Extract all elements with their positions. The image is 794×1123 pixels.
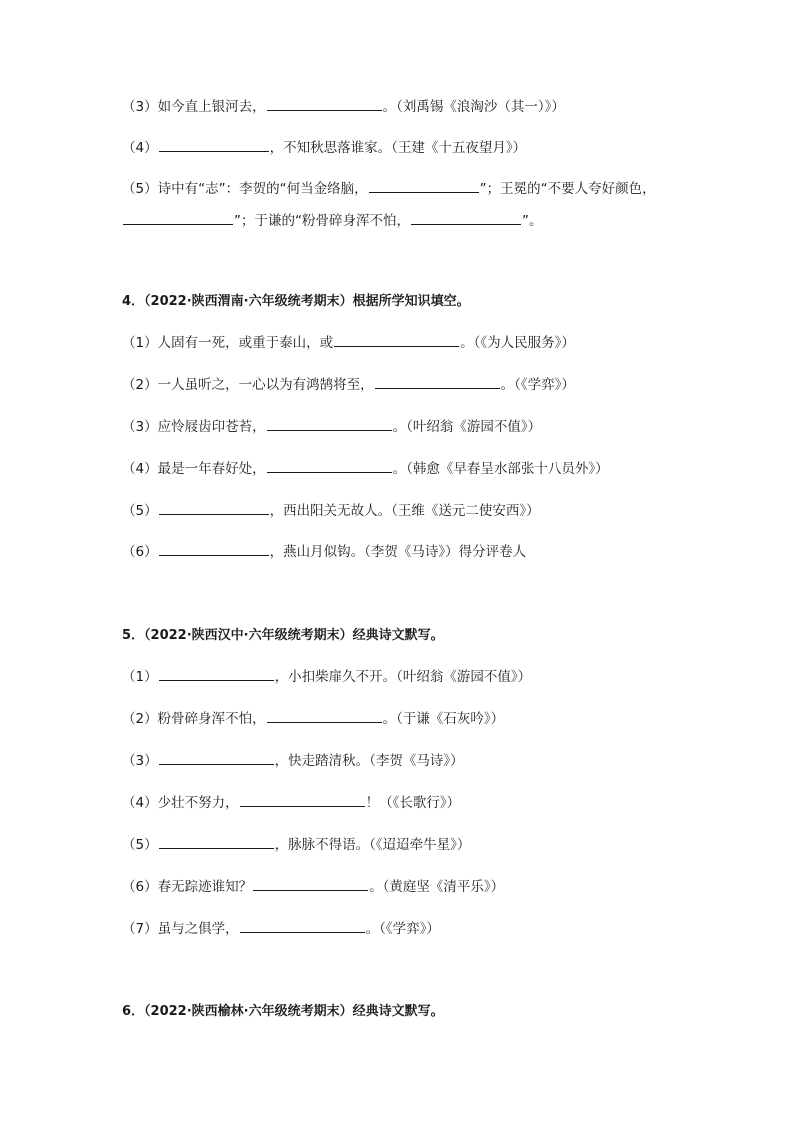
q3-item-5: （5）诗中有“志”：李贺的“何当金络脑， ”；王冕的“不要人夸好颜色， (122, 178, 656, 199)
answer-blank[interactable] (267, 96, 382, 111)
answer-blank[interactable] (375, 374, 500, 389)
answer-blank[interactable] (240, 918, 365, 933)
answer-blank[interactable] (159, 137, 269, 152)
question-4-header: 4．（2022·陕西渭南·六年级统考期末）根据所学知识填空。 (122, 294, 470, 309)
answer-blank[interactable] (267, 458, 392, 473)
q5-item-6: （6）春无踪迹谁知？ 。（黄庭坚《清平乐》） (122, 876, 504, 897)
question-5-header: 5．（2022·陕西汉中·六年级统考期末）经典诗文默写。 (122, 628, 444, 643)
q3-item-4: （4） ，不知秋思落谁家。（王建《十五夜望月》） (122, 137, 526, 158)
q4-item-2: （2）一人虽听之，一心以为有鸿鹄将至， 。（《学弈》） (122, 374, 575, 395)
answer-blank[interactable] (240, 792, 365, 807)
q3-item-5-continued: ”；于谦的“粉骨碎身浑不怕， ”。 (122, 210, 543, 231)
q4-item-1: （1）人固有一死，或重于泰山，或 。（《为人民服务》） (122, 332, 575, 353)
answer-blank[interactable] (267, 708, 382, 723)
q4-item-5: （5） ，西出阳关无故人。（王维《送元二使安西》） (122, 500, 540, 521)
answer-blank[interactable] (159, 834, 274, 849)
answer-blank[interactable] (123, 210, 233, 225)
q5-item-3: （3） ，快走踏清秋。（李贺《马诗》） (122, 750, 464, 771)
q5-item-1: （1） ，小扣柴扉久不开。（叶绍翁《游园不值》） (122, 666, 531, 687)
answer-blank[interactable] (267, 416, 392, 431)
answer-blank[interactable] (334, 332, 459, 347)
question-6-header: 6．（2022·陕西榆林·六年级统考期末）经典诗文默写。 (122, 1004, 444, 1019)
q3-item-3: （3）如今直上银河去， 。（刘禹锡《浪淘沙（其一）》） (122, 96, 565, 117)
q5-item-2: （2）粉骨碎身浑不怕， 。（于谦《石灰吟》） (122, 708, 504, 729)
answer-blank[interactable] (159, 541, 269, 556)
q5-item-7: （7）虽与之俱学， 。（《学弈》） (122, 918, 440, 939)
answer-blank[interactable] (159, 500, 269, 515)
answer-blank[interactable] (159, 750, 274, 765)
q4-item-4: （4）最是一年春好处， 。（韩愈《早春呈水部张十八员外》） (122, 458, 609, 479)
q4-item-3: （3）应怜屐齿印苍苔， 。（叶绍翁《游园不值》） (122, 416, 541, 437)
q5-item-5: （5） ，脉脉不得语。（《迢迢牵牛星》） (122, 834, 470, 855)
q4-item-6: （6） ，燕山月似钩。（李贺《马诗》）得分评卷人 (122, 541, 526, 562)
answer-blank[interactable] (253, 876, 368, 891)
answer-blank[interactable] (369, 178, 479, 193)
answer-blank[interactable] (159, 666, 274, 681)
answer-blank[interactable] (411, 210, 521, 225)
q5-item-4: （4）少壮不努力， ！（《长歌行》） (122, 792, 460, 813)
